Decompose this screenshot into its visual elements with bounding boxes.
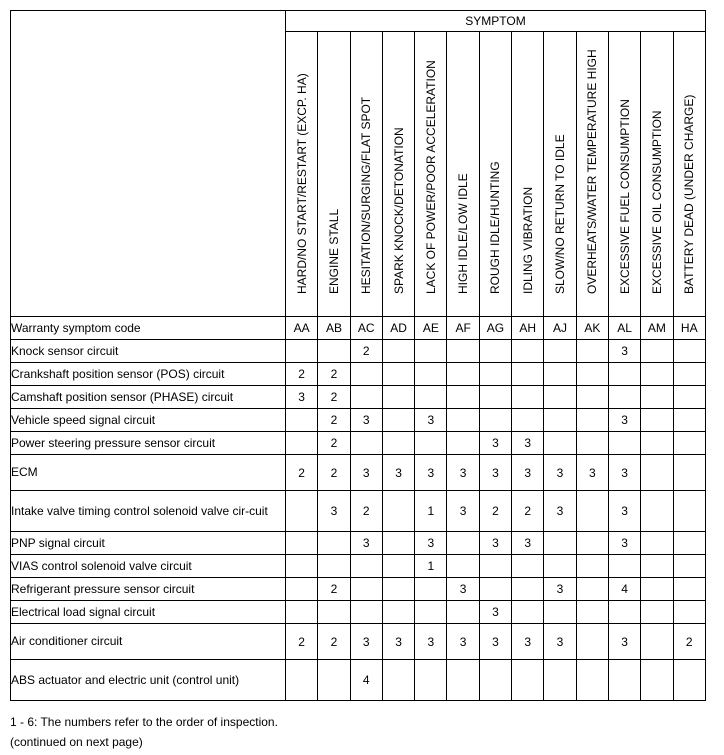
table-cell: [382, 409, 414, 432]
symptom-header: [447, 32, 479, 317]
table-cell: [673, 555, 705, 578]
table-cell: 2: [286, 455, 318, 491]
table-cell: 3: [350, 455, 382, 491]
symptom-header: [350, 32, 382, 317]
table-cell: [512, 363, 544, 386]
table-cell: [382, 340, 414, 363]
table-cell: [673, 340, 705, 363]
table-row: [11, 601, 706, 624]
table-cell: [544, 363, 576, 386]
table-cell: 3: [608, 340, 640, 363]
table-row: [11, 455, 706, 491]
table-cell: 3: [382, 455, 414, 491]
table-cell: [641, 601, 673, 624]
row-label: Vehicle speed signal circuit: [11, 409, 286, 432]
table-cell: [608, 660, 640, 701]
row-label: Intake valve timing control solenoid valve cir-cuit: [11, 491, 286, 532]
table-cell: AC: [350, 317, 382, 340]
table-cell: [479, 363, 511, 386]
table-cell: [447, 340, 479, 363]
footnote-continued: (continued on next page): [10, 735, 143, 749]
table-cell: 3: [415, 624, 447, 660]
table-row: [11, 363, 706, 386]
table-cell: 3: [479, 601, 511, 624]
symptom-header-label: HIGH IDLE/LOW IDLE: [456, 173, 471, 294]
table-cell: [286, 491, 318, 532]
symptom-header: [576, 32, 608, 317]
table-cell: [673, 601, 705, 624]
row-label: Refrigerant pressure sensor circuit: [11, 578, 286, 601]
table-cell: AA: [286, 317, 318, 340]
symptom-header-label: SPARK KNOCK/DETONATION: [391, 127, 406, 294]
table-cell: [350, 601, 382, 624]
table-cell: 3: [576, 455, 608, 491]
table-cell: [318, 340, 350, 363]
table-row: [11, 340, 706, 363]
table-cell: [576, 491, 608, 532]
table-cell: 2: [318, 363, 350, 386]
table-cell: [608, 601, 640, 624]
table-cell: [673, 432, 705, 455]
table-cell: [576, 601, 608, 624]
table-cell: 3: [447, 578, 479, 601]
table-cell: 2: [286, 363, 318, 386]
table-cell: [512, 660, 544, 701]
table-cell: [350, 578, 382, 601]
table-cell: [479, 409, 511, 432]
table-cell: 3: [512, 532, 544, 555]
table-cell: AM: [641, 317, 673, 340]
table-cell: [544, 660, 576, 701]
table-cell: [544, 532, 576, 555]
table-cell: 1: [415, 491, 447, 532]
table-cell: 4: [608, 578, 640, 601]
table-cell: [544, 386, 576, 409]
table-cell: [415, 386, 447, 409]
row-label: Knock sensor circuit: [11, 340, 286, 363]
row-label: Crankshaft position sensor (POS) circuit: [11, 363, 286, 386]
table-cell: [608, 555, 640, 578]
table-cell: 2: [318, 432, 350, 455]
symptom-group-header: SYMPTOM: [286, 11, 706, 32]
symptom-header: [382, 32, 414, 317]
symptom-header: [318, 32, 350, 317]
table-cell: [576, 363, 608, 386]
table-cell: [641, 363, 673, 386]
table-cell: [382, 432, 414, 455]
table-cell: [576, 386, 608, 409]
table-cell: [576, 624, 608, 660]
table-row: [11, 409, 706, 432]
table-cell: 2: [318, 578, 350, 601]
table-cell: [576, 555, 608, 578]
table-cell: 2: [512, 491, 544, 532]
table-cell: [479, 660, 511, 701]
table-cell: [318, 555, 350, 578]
table-cell: AL: [608, 317, 640, 340]
symptom-header: [479, 32, 511, 317]
table-cell: AF: [447, 317, 479, 340]
table-row: [11, 432, 706, 455]
table-cell: [641, 455, 673, 491]
symptom-header: [608, 32, 640, 317]
table-cell: [512, 601, 544, 624]
row-label: Electrical load signal circuit: [11, 601, 286, 624]
table-cell: 3: [608, 409, 640, 432]
table-cell: 2: [350, 491, 382, 532]
table-cell: 3: [382, 624, 414, 660]
table-cell: [286, 532, 318, 555]
symptom-header-label: EXCESSIVE FUEL CONSUMPTION: [617, 99, 632, 294]
table-cell: 2: [350, 340, 382, 363]
table-cell: 3: [350, 409, 382, 432]
table-cell: [382, 363, 414, 386]
table-cell: 3: [479, 455, 511, 491]
table-cell: 3: [512, 455, 544, 491]
symptom-header: [512, 32, 544, 317]
table-cell: [576, 660, 608, 701]
table-cell: 4: [350, 660, 382, 701]
symptom-header: [673, 32, 705, 317]
table-cell: 2: [318, 386, 350, 409]
table-cell: [576, 578, 608, 601]
table-cell: [641, 409, 673, 432]
row-label: ABS actuator and electric unit (control unit): [11, 660, 286, 701]
table-cell: 2: [286, 624, 318, 660]
table-cell: [641, 660, 673, 701]
table-cell: [415, 578, 447, 601]
table-cell: [673, 455, 705, 491]
row-label: Power steering pressure sensor circuit: [11, 432, 286, 455]
symptom-header-label: OVERHEATS/WATER TEMPERATURE HIGH: [585, 49, 600, 294]
table-cell: [415, 363, 447, 386]
footnote-order: 1 - 6: The numbers refer to the order of inspection.: [10, 715, 278, 729]
table-cell: 3: [415, 455, 447, 491]
table-cell: 3: [447, 455, 479, 491]
table-cell: [608, 386, 640, 409]
table-cell: [512, 340, 544, 363]
table-row: [11, 532, 706, 555]
symptom-header-label: ENGINE STALL: [326, 208, 341, 294]
table-cell: [641, 340, 673, 363]
table-cell: [673, 363, 705, 386]
symptom-header: [641, 32, 673, 317]
table-cell: [318, 532, 350, 555]
table-cell: 3: [479, 624, 511, 660]
table-cell: [415, 432, 447, 455]
table-cell: [576, 532, 608, 555]
table-cell: [286, 409, 318, 432]
table-cell: [479, 386, 511, 409]
table-cell: 2: [318, 455, 350, 491]
table-cell: 2: [318, 409, 350, 432]
table-cell: [608, 363, 640, 386]
table-cell: [382, 386, 414, 409]
table-cell: [479, 340, 511, 363]
table-cell: [512, 409, 544, 432]
table-cell: 2: [479, 491, 511, 532]
row-label: VIAS control solenoid valve circuit: [11, 555, 286, 578]
symptom-header-label: HARD/NO START/RESTART (EXCP. HA): [294, 73, 309, 294]
table-cell: [447, 363, 479, 386]
table-cell: [286, 601, 318, 624]
table-cell: 3: [512, 624, 544, 660]
table-row: [11, 660, 706, 701]
table-row: [11, 491, 706, 532]
table-cell: [447, 386, 479, 409]
table-cell: AJ: [544, 317, 576, 340]
table-cell: [544, 409, 576, 432]
table-cell: [350, 386, 382, 409]
table-cell: [286, 555, 318, 578]
table-cell: AH: [512, 317, 544, 340]
table-cell: [447, 532, 479, 555]
table-cell: [673, 660, 705, 701]
table-cell: 3: [544, 624, 576, 660]
table-cell: [673, 578, 705, 601]
table-cell: [576, 340, 608, 363]
table-cell: [382, 555, 414, 578]
table-cell: [641, 491, 673, 532]
table-cell: 2: [673, 624, 705, 660]
symptom-matrix-table: [10, 10, 706, 701]
table-cell: [479, 555, 511, 578]
table-cell: [382, 532, 414, 555]
table-row: [11, 386, 706, 409]
table-cell: [447, 432, 479, 455]
table-cell: [415, 660, 447, 701]
table-cell: [415, 601, 447, 624]
table-cell: [544, 432, 576, 455]
table-cell: [286, 432, 318, 455]
table-cell: [641, 532, 673, 555]
table-cell: [382, 578, 414, 601]
table-cell: [286, 340, 318, 363]
table-cell: [673, 532, 705, 555]
table-cell: 3: [608, 455, 640, 491]
table-cell: [673, 491, 705, 532]
symptom-header-label: BATTERY DEAD (UNDER CHARGE): [682, 94, 697, 294]
table-cell: [544, 601, 576, 624]
table-cell: 3: [544, 578, 576, 601]
table-cell: AG: [479, 317, 511, 340]
symptom-header-label: HESITATION/SURGING/FLAT SPOT: [359, 96, 374, 294]
symptom-header-label: EXCESSIVE OIL CONSUMPTION: [649, 110, 664, 294]
table-cell: [479, 578, 511, 601]
corner-cell: [11, 11, 286, 317]
table-cell: HA: [673, 317, 705, 340]
table-cell: [641, 555, 673, 578]
table-cell: 3: [447, 624, 479, 660]
table-cell: 3: [544, 491, 576, 532]
table-cell: 3: [512, 432, 544, 455]
table-cell: 3: [608, 624, 640, 660]
table-cell: [286, 660, 318, 701]
table-cell: 1: [415, 555, 447, 578]
table-cell: [512, 386, 544, 409]
table-cell: [350, 363, 382, 386]
table-cell: [512, 555, 544, 578]
table-cell: AB: [318, 317, 350, 340]
table-row: [11, 578, 706, 601]
table-cell: [382, 601, 414, 624]
table-cell: [608, 432, 640, 455]
table-cell: 3: [318, 491, 350, 532]
table-cell: [286, 578, 318, 601]
footnotes: [10, 712, 278, 752]
table-cell: [350, 432, 382, 455]
table-cell: [512, 578, 544, 601]
table-row: [11, 555, 706, 578]
table-cell: [447, 555, 479, 578]
table-cell: 3: [286, 386, 318, 409]
row-label: PNP signal circuit: [11, 532, 286, 555]
table-cell: [641, 432, 673, 455]
table-row: [11, 317, 706, 340]
row-label: Warranty symptom code: [11, 317, 286, 340]
table-cell: [447, 409, 479, 432]
symptom-header-label: ROUGH IDLE/HUNTING: [488, 161, 503, 294]
symptom-header: [544, 32, 576, 317]
table-cell: [350, 555, 382, 578]
table-cell: AK: [576, 317, 608, 340]
table-cell: 3: [608, 532, 640, 555]
table-cell: [415, 340, 447, 363]
table-cell: AD: [382, 317, 414, 340]
table-cell: [447, 660, 479, 701]
table-cell: [382, 491, 414, 532]
table-cell: 3: [544, 455, 576, 491]
row-label: ECM: [11, 455, 286, 491]
table-cell: [544, 555, 576, 578]
table-row: [11, 624, 706, 660]
table-cell: [318, 660, 350, 701]
table-cell: [673, 386, 705, 409]
table-cell: 3: [350, 532, 382, 555]
symptom-header-label: LACK OF POWER/POOR ACCELERATION: [423, 60, 438, 294]
table-cell: [641, 624, 673, 660]
table-cell: 3: [608, 491, 640, 532]
table-cell: AE: [415, 317, 447, 340]
table-cell: [447, 601, 479, 624]
table-cell: 3: [479, 432, 511, 455]
symptom-header-label: SLOW/NO RETURN TO IDLE: [553, 134, 568, 294]
matrix-body: [11, 317, 706, 701]
table-cell: [641, 386, 673, 409]
table-cell: 3: [415, 409, 447, 432]
symptom-header: [415, 32, 447, 317]
table-cell: [576, 432, 608, 455]
table-cell: [544, 340, 576, 363]
table-cell: 3: [447, 491, 479, 532]
table-cell: 2: [318, 624, 350, 660]
table-cell: 3: [415, 532, 447, 555]
symptom-header-label: IDLING VIBRATION: [520, 186, 535, 294]
table-cell: [641, 578, 673, 601]
table-cell: [382, 660, 414, 701]
table-cell: 3: [350, 624, 382, 660]
table-cell: [318, 601, 350, 624]
row-label: Camshaft position sensor (PHASE) circuit: [11, 386, 286, 409]
row-label: Air conditioner circuit: [11, 624, 286, 660]
table-cell: [576, 409, 608, 432]
symptom-header: [286, 32, 318, 317]
table-cell: 3: [479, 532, 511, 555]
table-cell: [673, 409, 705, 432]
